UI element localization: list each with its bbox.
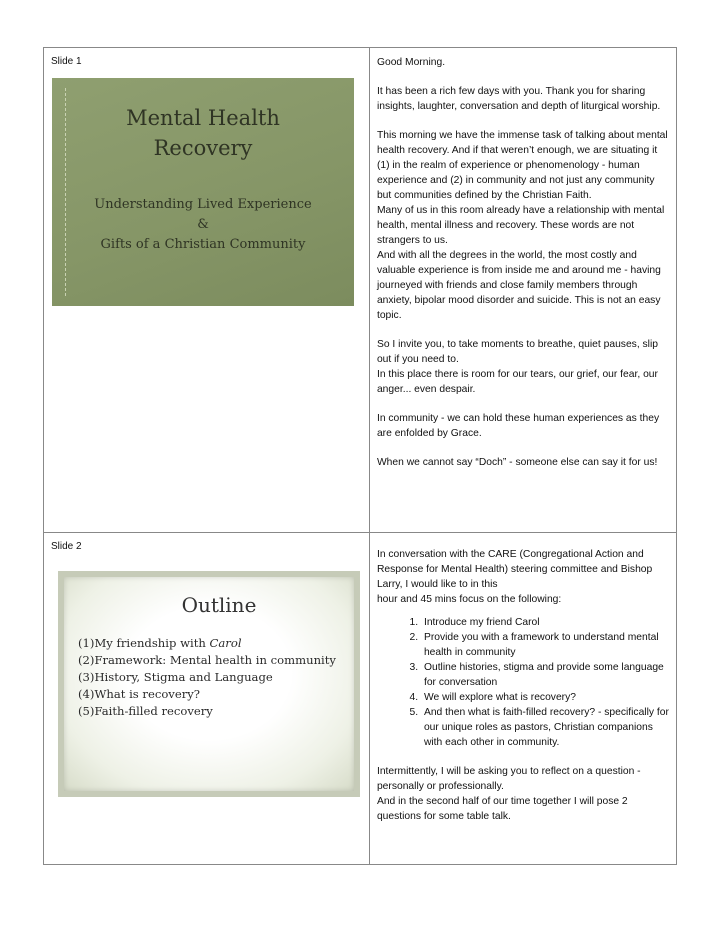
slide-title: Outline [181,593,257,617]
slide-1-thumbnail [52,78,354,306]
slide-title [52,78,354,163]
outline-item: (1)My friendship with Carol [78,636,242,650]
notes-page-table [43,47,677,865]
slide-row-1 [44,48,677,533]
slide-cell-2 [44,533,370,865]
speaker-notes [377,55,670,470]
slide-subtitle [52,195,354,255]
slide-subtitle-line: & [197,217,209,232]
note-paragraph: Good Morning. [376,57,446,68]
slide-2-thumbnail [58,571,360,797]
notes-cell-2 [369,533,676,865]
outline-item: (5)Faith-filled recovery [78,704,213,718]
focus-list [377,615,670,750]
outline-item: (2)Framework: Mental health in community [78,653,336,667]
note-paragraph: This morning we have the immense task of talking about mental health recovery. And if that weren’t enough, we are situating it (1) in the realm of experience or phenomenology - human experience and (2) in community and not just any community but communities defined by the Christian Faith. [376,130,668,201]
list-item: 4. We will explore what is recovery? [421,690,670,705]
slide-label: Slide 2 [51,541,82,552]
note-paragraph: Many of us in this room already have a relationship with mental health, mental illness and recovery. These words are not strangers to us. [376,205,665,246]
note-paragraph: It has been a rich few days with you. Thank you for sharing insights, laughter, conversation and depth of liturgical worship. [376,86,661,112]
outline-list [78,635,354,720]
slide-row-2 [44,533,677,865]
stitch-decoration [65,88,66,296]
notes-cell-1 [369,48,676,533]
slide-title-line: Recovery [153,136,253,160]
note-paragraph: In conversation with the CARE (Congregational Action and Response for Mental Health) steering committee and Bishop Larry, I would like to in this [376,549,653,590]
note-paragraph: In community - we can hold these human experiences as they are enfolded by Grace. [376,413,660,439]
note-paragraph: Intermittently, I will be asking you to reflect on a question - personally or professionally. [376,766,641,792]
list-item: 5. And then what is faith-filled recovery? - specifically for our unique roles as pastors, Christian companions with each other in community. [421,705,670,750]
outline-item: (4)What is recovery? [78,687,201,701]
note-paragraph: hour and 45 mins focus on the following: [376,594,562,605]
slide-cell-1 [44,48,370,533]
slide-subtitle-line: Gifts of a Christian Community [100,237,306,252]
outline-item: (3)History, Stigma and Language [78,670,273,684]
note-paragraph: So I invite you, to take moments to breathe, quiet pauses, slip out if you need to. [376,339,658,365]
list-item: 2. Provide you with a framework to understand mental health in community [421,630,670,660]
note-paragraph: When we cannot say “Doch” - someone else can say it for us! [376,457,658,468]
note-paragraph: And in the second half of our time together I will pose 2 questions for some table talk. [376,796,628,822]
slide-subtitle-line: Understanding Lived Experience [94,197,312,212]
speaker-notes [377,547,670,824]
list-item: 3. Outline histories, stigma and provide some language for conversation [421,660,670,690]
note-paragraph: In this place there is room for our tears, our grief, our fear, our anger... even despair. [376,369,658,395]
slide-title-line: Mental Health [126,106,280,130]
list-item: 1. Introduce my friend Carol [421,615,670,630]
slide-label: Slide 1 [51,56,82,67]
note-paragraph: And with all the degrees in the world, the most costly and valuable experience is from inside me and around me - having journeyed with friends and close family members through anxiety, bipolar mood disorder and suicide. This is not an easy topic. [376,250,661,321]
